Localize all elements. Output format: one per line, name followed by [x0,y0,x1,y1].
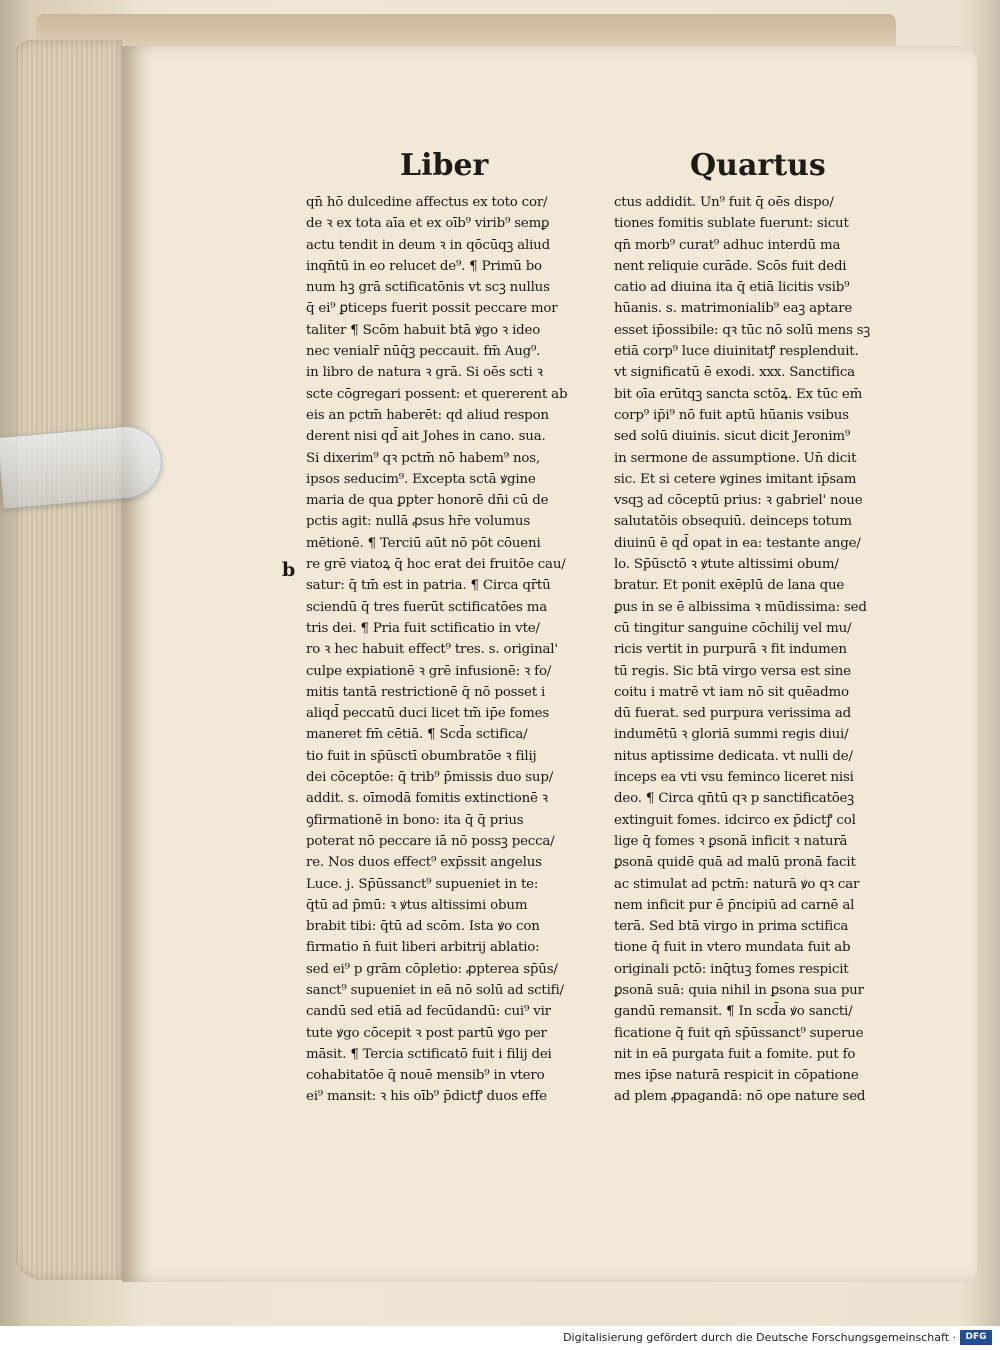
running-head-left: Liber [400,148,489,183]
text-line: scte cōgregari possent: et quererent ab [306,386,568,402]
text-line: sic. Et si cetere ꝟgines imitant ip̄sam [614,471,857,487]
text-line: corp⁹ ip̄i⁹ nō fuit aptū hūanis vsibus [614,407,849,423]
text-line: deo. ¶ Circa qn̄tū qꝛ p sanctificatōeꝫ [614,791,854,807]
text-line: inceps ea vti vsu feminco liceret nisi [614,770,854,786]
text-line: ipsos seducim⁹. Excepta sctā ꝟgine [306,471,536,487]
running-head [390,148,830,192]
text-line: hūanis. s. matrimonialib⁹ eaꝫ aptare [614,301,853,317]
text-line: cohabitatōe q̄ nouē mensib⁹ in vtero [306,1068,545,1084]
text-line: nent reliquie curāde. Scōs fuit dedi [614,258,847,274]
text-line: salutatōis obsequiū. deinceps totum [614,514,852,530]
text-column-right [614,192,908,1108]
text-line: dū fuerat. sed purpura verissima ad [614,706,851,722]
text-line: nec venialr̄ nūq̄ꝫ peccauit. fm̄ Aug⁹. [306,344,541,360]
text-line: mitis tantā restrictionē q̄ nō posset i [306,684,546,700]
text-line: nitus aptissime dedicata. vt nulli de/ [614,748,853,764]
text-line: ac stimulat ad pctm̄: naturā ꝟo qꝛ car [614,876,860,892]
text-line: māsit. ¶ Tercia sctificatō fuit i filij dei [306,1046,552,1062]
text-line: tione q̄ fuit in vtero mundata fuit ab [614,940,851,956]
text-line: lige q̄ fomes ꝛ ꝑsonā inficit ꝛ naturā [614,833,848,849]
text-line: re. Nos duos effect⁹ exp̄ssit angelus [306,855,542,871]
text-line: extinguit fomes. idcirco ex p̄dictꝭ col [614,812,856,828]
text-line: aliqd̄ peccatū duci licet tm̄ ip̄e fomes [306,706,550,722]
text-line: mes ip̄se naturā respicit in cōpatione [614,1068,859,1084]
text-line: sed solū diuinis. sicut dicit Jeronim⁹ [614,429,851,445]
text-line: ad plem ꝓpagandā: nō ope nature sed [614,1089,866,1105]
running-head-right: Quartus [690,148,826,183]
text-line: tū regis. Sic btā virgo versa est sine [614,663,851,679]
text-line: ctus addidit. Un⁹ fuit q̄ oēs dispo/ [614,195,834,210]
text-line: firmatio n̄ fuit liberi arbitrij ablatio: [306,940,540,956]
text-line: q̄tū ad p̄mū: ꝛ ꝟtus altissimi obum [306,897,528,913]
text-line: dei cōceptōe: q̄ trib⁹ p̄missis duo sup/ [306,770,554,786]
text-line: culpe expiationē ꝛ grē infusionē: ꝛ fo/ [306,663,552,679]
text-line: candū sed etiā ad fecūdandū: cui⁹ vir [306,1004,551,1020]
text-line: lo. Sp̄ūsctō ꝛ ꝟtute altissimi obum/ [614,557,839,573]
marginal-letter: b [282,559,296,581]
text-line: in libro de natura ꝛ grā. Si oēs scti ꝛ [306,365,543,381]
text-line: sanct⁹ supueniet in eā nō solū ad sctifi/ [306,982,564,998]
text-line: poterat nō peccare iā nō possꝫ pecca/ [306,833,555,849]
text-line: catio ad diuina ita q̄ etiā licitis vsib⁹ [614,280,850,296]
text-line: coitu i matrē vt iam nō sit quēadmo [614,684,849,700]
text-line: satur: q̄ tm̄ est in patria. ¶ Circa qr̄tū [306,578,551,594]
text-line: bit oīa erūtqꝫ sancta sctōꝝ. Ex tūc em̄ [614,386,863,402]
text-line: inqn̄tū in eo relucet de⁹. ¶ Primū bo [306,258,542,274]
text-line: Si dixerim⁹ qꝛ pctm̄ nō habem⁹ nos, [306,450,541,466]
text-line: nit in eā purgata fuit a fomite. put fo [614,1046,856,1062]
text-line: vsqꝫ ad cōceptū prius: ꝛ gabriel' noue [614,493,863,509]
text-line: etiā corp⁹ luce diuinitatꝭ resplenduit. [614,344,859,360]
text-line: tute ꝟgo cōcepit ꝛ post partū ꝟgo per [306,1025,547,1041]
text-line: maria de qua ꝑpter honorē dn̄i cū de [306,493,549,509]
text-line: tio fuit in sp̄ūsctī obumbratōe ꝛ filij [306,748,537,764]
text-line: ꝑus in se ē albissima ꝛ mūdissima: sed [614,599,867,615]
text-line: originali pctō: inq̄tuꝫ fomes respicit [614,961,849,977]
footer-bar [0,1326,1000,1350]
text-line: cū tingitur sanguine cōchilij vel mu/ [614,620,852,636]
text-line: diuinū ē qd̄ opat in ea: testante ange/ [614,535,861,551]
text-line: sed ei⁹ p grām cōpletio: ꝓpterea sp̄ūs/ [306,961,558,977]
text-line: re grē viatoꝝ q̄ hoc erat dei fruitōe cau/ [306,557,566,573]
text-line: tiones fomitis sublate fuerunt: sicut [614,216,849,232]
text-line: in sermone de assumptione. Un̄ dicit [614,450,857,466]
book-page-edges [14,40,122,1280]
text-line: qn̄ hō dulcedine affectus ex toto cor/ [306,195,548,210]
text-line: brabit tibi: q̄tū ad scōm. Ista ꝟo con [306,919,540,935]
text-line: ficatione q̄ fuit qn̄ sp̄ūssanct⁹ superue [614,1025,864,1041]
text-line: esset ip̄ossibile: qꝛ tūc nō solū mens sꝫ [614,322,871,338]
text-line: vt significatū ē exodi. xxx. Sanctifica [614,365,855,381]
text-line: mētionē. ¶ Terciū aūt nō pōt cōueni [306,535,541,551]
text-line: ei⁹ mansit: ꝛ his oīb⁹ p̄dictꝭ duos effe [306,1089,547,1105]
text-line: taliter ¶ Scōm habuit btā ꝟgo ꝛ ideo [306,322,541,338]
text-line: gandū remansit. ¶ In scd̄a ꝟo sancti/ [614,1004,853,1020]
text-line: maneret fm̄ cētiā. ¶ Scd̄a sctifica/ [306,727,528,743]
text-line: pctis agit: nullā ꝓsus hr̄e volumus [306,514,531,530]
text-line: tris dei. ¶ Pria fuit sctificatio in vte/ [306,620,540,636]
text-line: ꝯfirmationē in bono: ita q̄ q̄ prius [306,812,524,828]
text-line: nem inficit pur ē p̄ncipiū ad carnē al [614,897,855,913]
text-line: q̄ ei⁹ ꝑticeps fuerit possit peccare mor [306,301,558,317]
gutter-shadow [122,46,152,1282]
text-line: Luce. j. Sp̄ūssanct⁹ supueniet in te: [306,876,539,892]
text-line: ꝑsonā quidē quā ad malū pronā facit [614,855,856,871]
text-line: indumētū ꝛ gloriā summi regis diui/ [614,727,849,743]
dfg-logo: DFG [960,1330,992,1345]
text-line: sciendū q̄ tres fuerūt sctificatōes ma [306,599,548,615]
text-line: terā. Sed btā virgo in prima sctifica [614,919,849,935]
text-line: de ꝛ ex tota aīa et ex oīb⁹ virib⁹ semꝑ [306,216,550,232]
book-top-edge [36,14,896,50]
funding-credit: Digitalisierung gefördert durch die Deutsche Forschungsgemeinschaft · [563,1331,956,1344]
text-column-left [306,192,600,1108]
text-line: addit. s. oīmodā fomitis extinctionē ꝛ [306,791,548,807]
text-line: ro ꝛ hec habuit effect⁹ tres. s. original' [306,642,558,658]
text-line: actu tendit in deum ꝛ in qōcūqꝫ aliud [306,237,550,253]
text-line: ꝑsonā suā: quia nihil in ꝑsona sua pur [614,982,864,998]
text-line: derent nisi qd̄ ait Johes in cano. sua. [306,429,546,445]
text-line: bratur. Et ponit exēplū de lana que [614,578,845,594]
text-line: num hꝫ grā sctificatōnis vt scꝫ nullus [306,280,550,296]
text-line: qn̄ morb⁹ curat⁹ adhuc interdū ma [614,237,841,253]
text-line: ricis vertit in purpurā ꝛ fit indumen [614,642,847,658]
text-line: eis an pctm̄ haberēt: qd aliud respon [306,407,549,423]
